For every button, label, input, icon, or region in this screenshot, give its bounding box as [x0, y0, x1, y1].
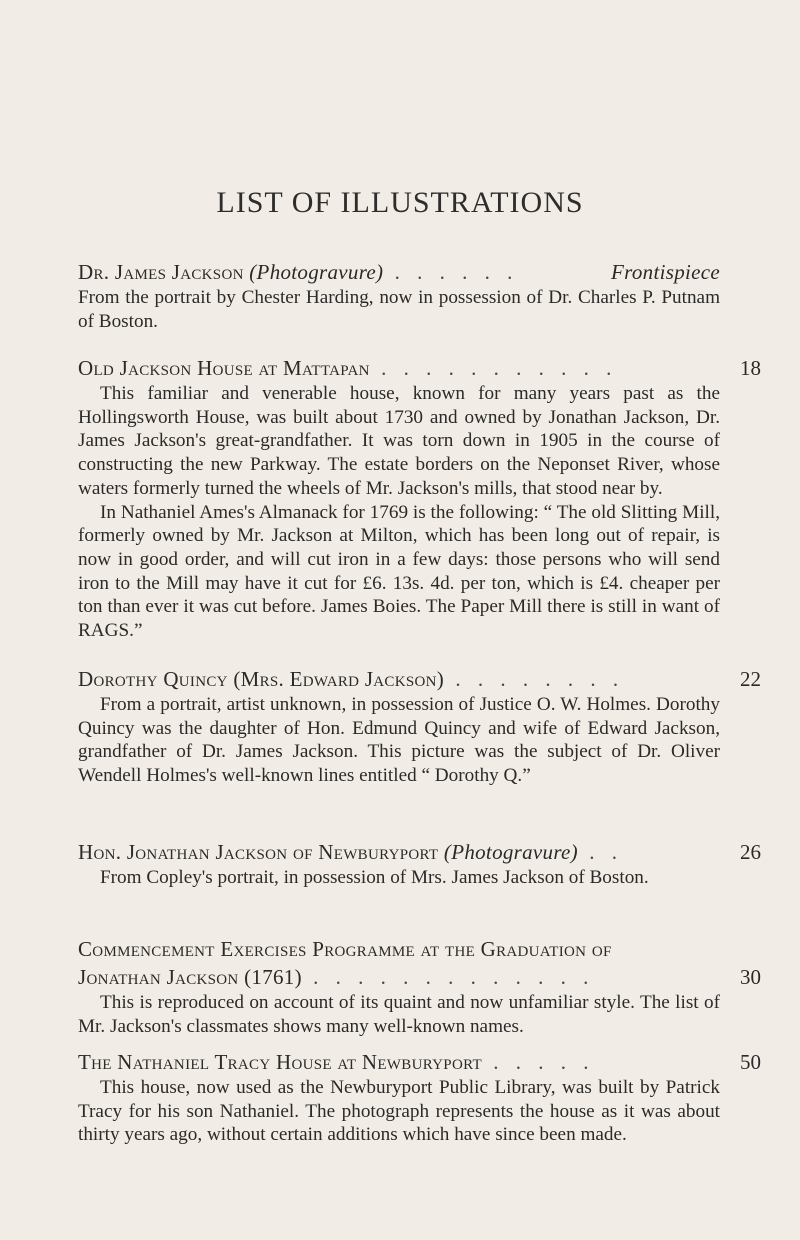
leader-dots: . . . . . . . . . . . [369, 356, 618, 380]
entry-title: Dr. James Jackson [78, 260, 244, 284]
leader-dots: . . . . . . [383, 260, 519, 284]
leader-dots: . . [577, 840, 623, 864]
entry-heading [78, 935, 720, 963]
leader-dots: . . . . . [481, 1050, 595, 1074]
entry-description: From the portrait by Chester Harding, now in possession of Dr. Charles P. Putnam of Boston. [78, 287, 720, 332]
entry-description: From a portrait, artist unknown, in possession of Justice O. W. Holmes. Dorothy Quincy was the daughter of Hon. Edmund Quincy and wife of Edward Jackson, grandfather of Dr. James Jackson. This picture was the subject of Dr. Oliver Wendell Holmes's well-known lines entitled “ Dorothy Q.” [78, 694, 720, 787]
entry-heading-line2 [78, 963, 720, 991]
page-number: 30 [740, 965, 761, 989]
leader-dots: . . . . . . . . [444, 667, 625, 691]
illustration-entry-commencement-programme [78, 935, 720, 1038]
page-number: 22 [740, 667, 761, 691]
entry-title: Dorothy Quincy (Mrs. Edward Jackson) [78, 667, 445, 691]
entry-heading [78, 838, 720, 866]
entry-heading [78, 258, 720, 286]
page-number: 26 [740, 840, 761, 864]
entry-title: Hon. Jonathan Jackson of Newburyport [78, 840, 439, 864]
illustration-entry-james-jackson [78, 258, 720, 333]
leader-dots: . . . . . . . . . . . . . [301, 965, 595, 989]
entry-qualifier: (Photogravure) [243, 260, 384, 284]
illustration-entry-dorothy-quincy [78, 665, 720, 788]
entry-heading [78, 1048, 720, 1076]
entry-title: Commencement Exercises Programme at the Graduation of [78, 937, 612, 961]
page-number: 18 [740, 356, 761, 380]
entry-location: Frontispiece [605, 258, 720, 286]
entry-title: Old Jackson House at Mattapan [78, 356, 370, 380]
entry-qualifier: (Photogravure) [438, 840, 578, 864]
page-number: 50 [740, 1050, 761, 1074]
entry-description: From Copley's portrait, in possession of Mrs. James Jackson of Boston. [100, 867, 649, 888]
page-title: LIST OF ILLUSTRATIONS [216, 186, 584, 219]
entry-description: This familiar and venerable house, known for many years past as the Hollingsworth House, was built about 1730 and owned by Jonathan Jackson, Dr. James Jackson's great-grandfather. It was torn down in 1905 in the course of constructing the new Parkway. The estate borders on the Neponset River, whose waters formerly turned the wheels of Mr. Jackson's mills, that stood near by. [78, 383, 720, 499]
entry-heading [78, 665, 720, 693]
entry-description: This is reproduced on account of its quaint and now unfamiliar style. The list of Mr. Jackson's classmates shows many well-known names. [78, 992, 720, 1037]
illustration-entry-old-jackson-house [78, 354, 720, 643]
entry-title: The Nathaniel Tracy House at Newburyport [78, 1050, 482, 1074]
entry-heading [78, 354, 720, 382]
entry-description-continued: In Nathaniel Ames's Almanack for 1769 is the following: “ The old Slitting Mill, formerly owned by Mr. Jackson at Milton, which has been long out of repair, is now in good order, and will cut iron in a few days: those persons who will send iron to the Mill may have it cut for £6. 13s. 4d. per ton, which is £4. cheaper per ton than ever it was cut before. James Boies. The Paper Mill there is still in want of RAGS.” [78, 501, 720, 642]
illustration-entry-jonathan-jackson [78, 838, 720, 890]
entry-title-continued: Jonathan Jackson (1761) [78, 965, 302, 989]
illustration-entry-tracy-house [78, 1048, 720, 1147]
entry-description: This house, now used as the Newburyport Public Library, was built by Patrick Tracy for his son Nathaniel. The photograph represents the house as it was about thirty years ago, without certain additions which have since been made. [78, 1077, 720, 1146]
